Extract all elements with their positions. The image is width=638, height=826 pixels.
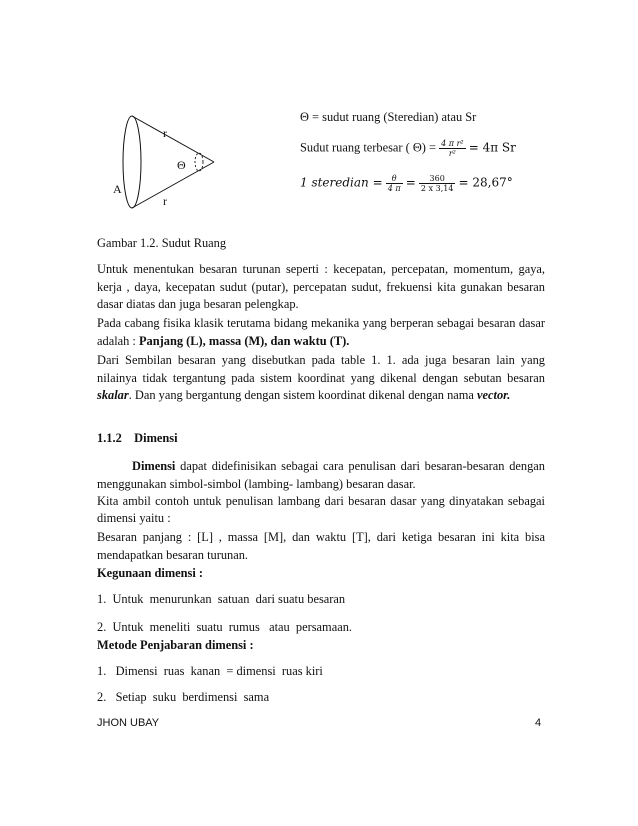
para2-end: . — [346, 333, 350, 348]
para3-text: Dari Sembilan besaran yang disebutkan pada table 1. 1. ada juga besaran lain yang nilainya tidak tergantung pada sistem koordinat yang dikenal dengan sebutan besaran — [97, 353, 545, 385]
footer-author: JHON UBAY — [97, 717, 160, 729]
formula-steradian-fraction1 — [386, 174, 403, 193]
formula-frac2-numerator: 360 — [419, 174, 456, 184]
list-item-1: 1. Untuk menurunkan satuan dari suatu besaran — [97, 592, 346, 606]
formula-steradian-prefix: 1 steredian = — [300, 175, 383, 190]
formula-steradian — [300, 174, 513, 193]
formula-theta-definition: Θ = sudut ruang (Steredian) atau Sr — [300, 110, 477, 124]
para3-mid: . Dan yang bergantung dengan sistem koordinat dikenal dengan nama — [128, 388, 478, 402]
cone-label-r-top: r — [163, 126, 167, 140]
figure-caption: Gambar 1.2. Sudut Ruang — [97, 236, 227, 250]
para2-sep2: , — [264, 333, 271, 348]
para2-mass: massa (M) — [208, 333, 265, 348]
formula-frac2-denominator: 2 x 3,14 — [420, 184, 454, 193]
paragraph-derived-quantities: Untuk menentukan besaran turunan seperti : kecepatan, percepatan, momentum, gaya, kerja , daya, kecepatan sudut (putar), percepatan sudut, frekuensi kita gunakan besaran dasar diatas dan juga besaran pelengkap. — [97, 262, 545, 311]
paragraph-example: Kita ambil contoh untuk penulisan lambang dari besaran dasar yang dinyatakan sebagai dimensi yaitu : — [97, 494, 545, 525]
para3-scalar: skalar — [97, 388, 129, 402]
para4-bold: Dimensi — [132, 459, 176, 473]
formula-frac1-denominator: 4 π — [387, 184, 401, 193]
formula-max-fraction — [439, 139, 465, 158]
paragraph-base-dimensions: Besaran panjang : [L] , massa [M], dan waktu [T], dari ketiga besaran ini kita bisa mendapatkan besaran turunan. — [97, 530, 545, 562]
formula-max-denominator: r² — [448, 149, 456, 158]
cone-label-r-bottom: r — [163, 194, 167, 208]
cone-label-theta: Θ — [177, 158, 186, 172]
paragraph-base-quantities — [97, 315, 545, 350]
cone-label-A: A — [113, 182, 122, 196]
formula-max-suffix: = 4π Sr — [468, 140, 516, 155]
list-item-3: 1. Dimensi ruas kanan = dimensi ruas kiri — [97, 664, 323, 678]
section-heading-dimensi: 1.1.2 Dimensi — [97, 431, 178, 445]
paragraph-scalar-vector — [97, 352, 545, 405]
paragraph-dimensi-definition — [97, 458, 545, 493]
para2-length: Panjang (L) — [138, 333, 203, 348]
list-item-4: 2. Setiap suku berdimensi sama — [97, 690, 270, 704]
solid-angle-cone-figure — [112, 110, 232, 220]
para4-text: dapat didefinisikan sebagai cara penulisan dari besaran-besaran dengan menggunakan simbol-simbol (lambing- lambang) besaran dasar. — [97, 459, 545, 491]
formula-steradian-fraction2 — [419, 174, 456, 193]
formula-max-prefix: Sudut ruang terbesar ( Θ) = — [300, 140, 437, 155]
footer-page-number: 4 — [535, 717, 542, 729]
formula-max-numerator: 4 π r² — [441, 139, 464, 148]
para2-time: dan waktu (T) — [270, 333, 347, 348]
formula-max-solid-angle — [300, 139, 516, 158]
para2-text: Pada cabang fisika klasik terutama bidang mekanika yang berperan sebagai besaran dasar adalah : — [97, 316, 545, 348]
para3-vector: vector. — [477, 388, 511, 402]
cone-slant-top — [132, 116, 214, 162]
heading-metode-penjabaran: Metode Penjabaran dimensi : — [97, 638, 254, 652]
formula-steradian-equals: = — [405, 175, 416, 190]
cone-slant-bottom — [132, 162, 214, 208]
cone-base-ellipse — [123, 116, 141, 208]
formula-steradian-suffix: = 28,67° — [458, 175, 513, 190]
heading-kegunaan-dimensi: Kegunaan dimensi : — [97, 566, 204, 580]
para2-sep1: , — [202, 333, 209, 348]
list-item-2: 2. Untuk meneliti suatu rumus atau persamaan. — [97, 620, 352, 634]
formula-frac1-numerator: θ — [386, 174, 403, 184]
